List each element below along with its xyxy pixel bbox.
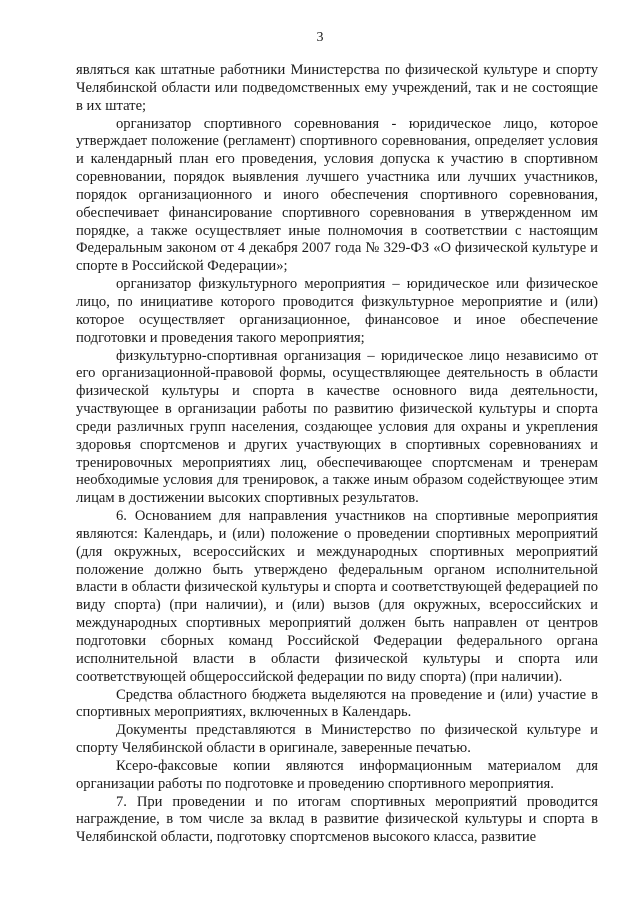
paragraph-definition-competition-organizer: организатор спортивного соревнования - юридическое лицо, которое утверждает положение (регламент) спортивного соревнования, определяет условия и календарный план его проведения, условия допуска к участию в спортивном соревновании, порядок выявления лучшего участника или лучших участников, порядок организационного и иного обеспечения спортивного соревнования, обеспечивает финансирование спортивного соревнования в утвержденном им порядке, а также осуществляет иные полномочия в соответствии с настоящим Федеральным законом от 4 декабря 2007 года № 329-ФЗ «О физической культуре и спорте в Российской Федерации»; (76, 115, 598, 275)
paragraph-continuation: являться как штатные работники Министерства по физической культуре и спорту Челябинской области или подведомственных ему учреждений, так и не состоящие в их штате; (76, 62, 598, 114)
page-number: 3 (316, 30, 324, 45)
document-body (76, 62, 598, 847)
paragraph-documents: Документы представляются в Министерство по физической культуре и спорту Челябинской области в оригинале, заверенные печатью. (76, 722, 598, 757)
paragraph-budget-funds: Средства областного бюджета выделяются на проведение и (или) участие в спортивных мероприятиях, включенных в Календарь. (76, 686, 598, 721)
paragraph-definition-event-organizer: организатор физкультурного мероприятия – юридическое или физическое лицо, по инициативе которого проводится физкультурное мероприятие и (или) которое осуществляет организационное, финансовое и иное обеспечение подготовки и проведения такого мероприятия; (76, 276, 598, 346)
paragraph-fax-copies: Ксеро-факсовые копии являются информационным материалом для организации работы по подготовке и проведению спортивного мероприятия. (76, 757, 598, 792)
paragraph-definition-sports-organization: физкультурно-спортивная организация – юридическое лицо независимо от его организационной-правовой формы, осуществляющее деятельность в области физической культуры и спорта в качестве основного вида деятельности, участвующее в организации работы по развитию физической культуры и спорта среди различных групп населения, создающее условия для охраны и укрепления здоровья спортсменов и других участвующих в спортивных соревнованиях и тренировочных мероприятиях лиц, обеспечивающее спортсменам и тренерам необходимые условия для тренировок, а также иным образом содействующее этим лицам в достижении высоких спортивных результатов. (76, 347, 598, 507)
paragraph-clause-6: 6. Основанием для направления участников на спортивные мероприятия являются: Календарь, и (или) положение о проведении спортивных мероприятий (для окружных, всероссийских и международных спортивных мероприятий положение должно быть утверждено федеральным органом исполнительной власти в области физической культуры и спорта и соответствующей федерацией по виду спорта) (при наличии), и (или) вызов (для окружных, всероссийских и международных спортивных мероприятий должен быть направлен от центров подготовки сборных команд Российской Федерации федерального органа исполнительной власти в области физической культуры и спорта или соответствующей общероссийской федерации по виду спорта) (при наличии). (76, 508, 598, 685)
paragraph-clause-7: 7. При проведении и по итогам спортивных мероприятий проводится награждение, в том числе за вклад в развитие физической культуры и спорта в Челябинской области, подготовку спортсменов высокого класса, развитие (76, 793, 598, 846)
